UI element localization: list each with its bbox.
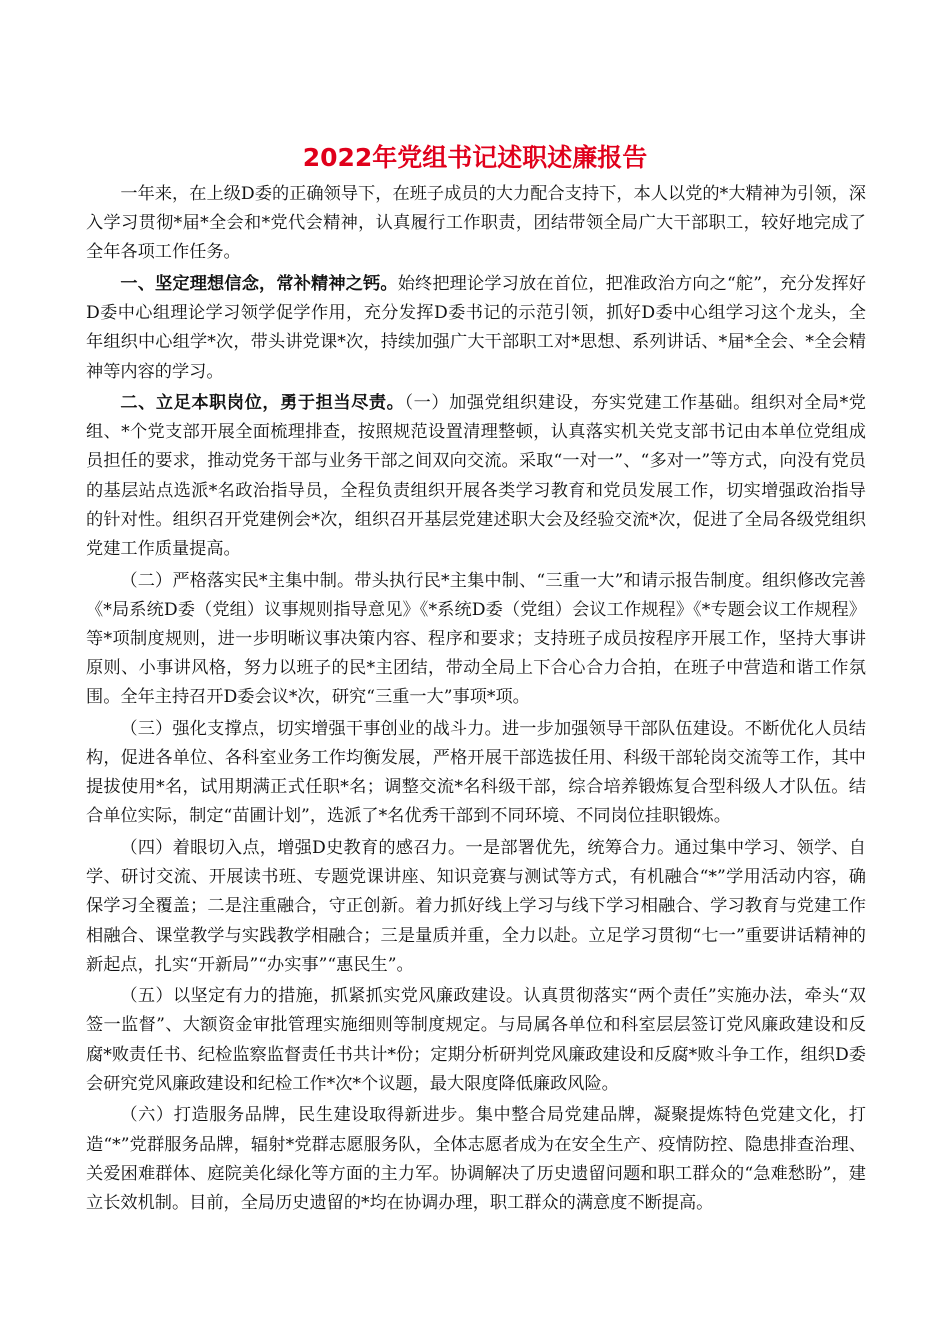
paragraph-text: （六）打造服务品牌，民生建设取得新进步。集中整合局党建品牌，凝聚提炼特色党建文化，打造“*”党群服务品牌，辐射*党群志愿服务队，全体志愿者成为在安全生产、疫情防控、隐患排查治理、关爱困难群体、庭院美化绿化等方面的主力军。协调解决了历史遗留问题和职工群众的“急难愁盼”，建立长效机制。目前，全局历史遗留的*均在协调办理，职工群众的满意度不断提高。 <box>86 1105 866 1213</box>
paragraph-section-2 <box>86 389 866 564</box>
paragraph-item-4 <box>86 834 866 980</box>
section-heading: 二、立足本职岗位，勇于担当尽责。 <box>120 393 405 414</box>
paragraph-text: （五）以坚定有力的措施，抓紧抓实党风廉政建设。认真贯彻落实“两个责任”实施办法，牵头“双签一监督”、大额资金审批管理实施细则等制度规定。与局属各单位和科室层层签订党风廉政建设和反腐*败责任书、纪检监察监督责任书共计*份；定期分析研判党风廉政建设和反腐*败斗争工作，组织D委会研究党风廉政建设和纪检工作*次*个议题，最大限度降低廉政风险。 <box>86 986 866 1094</box>
paragraph-text: （一）加强党组织建设，夯实党建工作基础。组织对全局*党组、*个党支部开展全面梳理排查，按照规范设置清理整顿，认真落实机关党支部书记由本单位党组成员担任的要求，推动党务干部与业务干部之间双向交流。采取“一对一”、“多对一”等方式，向没有党员的基层站点选派*名政治指导员，全程负责组织开展各类学习教育和党员发展工作，切实增强政治指导的针对性。组织召开党建例会*次，组织召开基层党建述职大会及经验交流*次，促进了全局各级党组织党建工作质量提高。 <box>86 393 866 560</box>
paragraph-text: 始终把理论学习放在首位，把准政治方向之“舵”，充分发挥好D委中心组理论学习领学促学作用，充分发挥D委书记的示范引领，抓好D委中心组学习这个龙头，全年组织中心组学*次，带头讲党课*次，持续加强广大干部职工对*思想、系列讲话、*届*全会、*全会精神等内容的学习。 <box>86 273 866 382</box>
document-body <box>86 180 866 1220</box>
paragraph-item-3 <box>86 715 866 832</box>
paragraph-text: （三）强化支撑点，切实增强干事创业的战斗力。进一步加强领导干部队伍建设。不断优化人员结构，促进各单位、各科室业务工作均衡发展，严格开展干部选拔任用、科级干部轮岗交流等工作，其中提拔使用*名，试用期满正式任职*名；调整交流*名科级干部，综合培养锻炼复合型科级人才队伍。结合单位实际，制定“苗圃计划”，选派了*名优秀干部到不同环境、不同岗位挂职锻炼。 <box>86 718 866 827</box>
paragraph-item-2 <box>86 567 866 713</box>
paragraph-section-1 <box>86 270 866 387</box>
paragraph-text: （四）着眼切入点，增强D史教育的感召力。一是部署优先，统筹合力。通过集中学习、领学、自学、研讨交流、开展读书班、专题党课讲座、知识竞赛与测试等方式，有机融合“*”学用活动内容，确保学习全覆盖；二是注重融合，守正创新。着力抓好线上学习与线下学习相融合、学习教育与党建工作相融合、课堂教学与实践教学相融合；三是量质并重，全力以赴。立足学习贯彻“七一”重要讲话精神的新起点，扎实“开新局”“办实事”“惠民生”。 <box>86 837 866 975</box>
paragraph-text: 一年来，在上级D委的正确领导下，在班子成员的大力配合支持下，本人以党的*大精神为引领，深入学习贯彻*届*全会和*党代会精神，认真履行工作职责，团结带领全局广大干部职工，较好地完成了全年各项工作任务。 <box>86 184 866 263</box>
document-title: 2022年党组书记述职述廉报告 <box>302 143 648 172</box>
paragraph-intro <box>86 180 866 268</box>
paragraph-text: （二）严格落实民*主集中制。带头执行民*主集中制、“三重一大”和请示报告制度。组织修改完善《*局系统D委（党组）议事规则指导意见》《*系统D委（党组）会议工作规程》《*专题会议工作规程》等*项制度规则，进一步明晰议事决策内容、程序和要求；支持班子成员按程序开展工作，坚持大事讲原则、小事讲风格，努力以班子的民*主团结，带动全局上下合心合力合拍，在班子中营造和谐工作氛围。全年主持召开D委会议*次，研究“三重一大”事项*项。 <box>86 570 866 708</box>
paragraph-item-6 <box>86 1101 866 1218</box>
section-heading: 一、坚定理想信念，常补精神之钙。 <box>120 273 398 294</box>
paragraph-item-5 <box>86 982 866 1099</box>
